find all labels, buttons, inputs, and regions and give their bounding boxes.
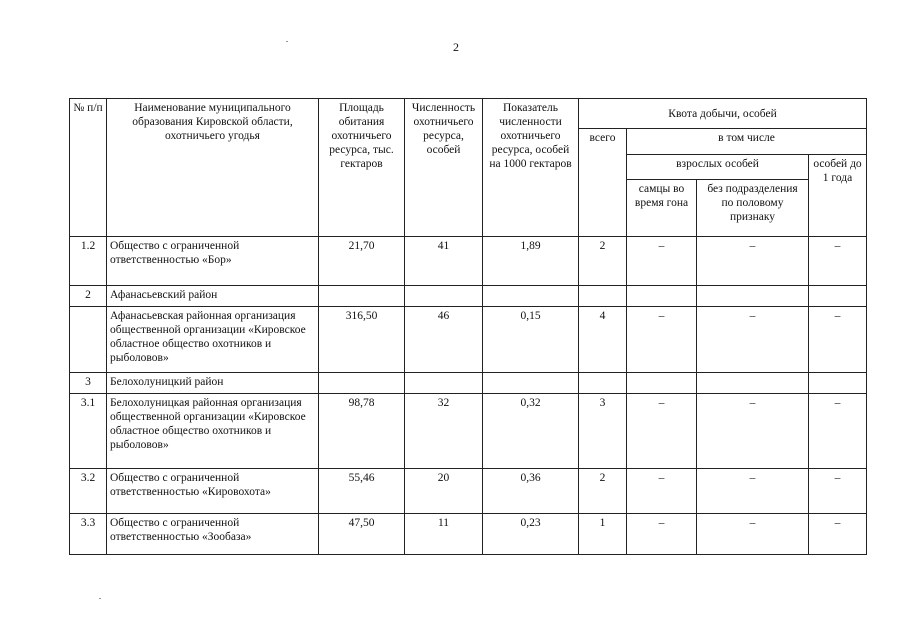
- row-males: –: [627, 307, 697, 373]
- row-males: –: [627, 514, 697, 555]
- row-nosex: –: [697, 514, 809, 555]
- row-area: 47,50: [319, 514, 405, 555]
- row-area: 55,46: [319, 469, 405, 514]
- header-adults: взрослых особей: [627, 155, 809, 180]
- row-num: 3.2: [70, 469, 107, 514]
- row-num: 3.1: [70, 394, 107, 469]
- row-area: 98,78: [319, 394, 405, 469]
- row-name: Афанасьевский район: [107, 286, 319, 307]
- header-name: Наименование муниципального образования Кировской области, охотничьего угодья: [107, 99, 319, 237]
- row-nosex: –: [697, 237, 809, 286]
- row-density: 0,36: [483, 469, 579, 514]
- row-young: –: [809, 237, 867, 286]
- row-density: 0,23: [483, 514, 579, 555]
- row-population: 46: [405, 307, 483, 373]
- row-density: 0,32: [483, 394, 579, 469]
- row-name: Общество с ограниченной ответственностью «Бор»: [107, 237, 319, 286]
- header-density: Показатель численности охотничьего ресурса, особей на 1000 гектаров: [483, 99, 579, 237]
- table-row: [70, 514, 867, 555]
- table-row: [70, 373, 867, 394]
- table-row: [70, 286, 867, 307]
- row-num: 2: [70, 286, 107, 307]
- row-name: Белохолуницкая районная организация общественной организации «Кировское областное общество охотников и рыболовов»: [107, 394, 319, 469]
- row-nosex: –: [697, 307, 809, 373]
- row-males: –: [627, 469, 697, 514]
- row-total: 2: [579, 469, 627, 514]
- header-area: Площадь обитания охотничьего ресурса, тыс. гектаров: [319, 99, 405, 237]
- row-name: Афанасьевская районная организация общественной организации «Кировское областное общество охотников и рыболовов»: [107, 307, 319, 373]
- row-density: 1,89: [483, 237, 579, 286]
- row-name: Общество с ограниченной ответственностью «Кировохота»: [107, 469, 319, 514]
- header-no-sex-division: без подразделения по половому признаку: [697, 180, 809, 237]
- row-young: –: [809, 307, 867, 373]
- row-name: Общество с ограниченной ответственностью «Зообаза»: [107, 514, 319, 555]
- table-row: [70, 469, 867, 514]
- table-row: [70, 307, 867, 373]
- row-nosex: –: [697, 469, 809, 514]
- header-population: Численность охотничьего ресурса, особей: [405, 99, 483, 237]
- header-including: в том числе: [627, 129, 867, 155]
- header-under-one: особей до 1 года: [809, 155, 867, 237]
- row-name: Белохолуницкий район: [107, 373, 319, 394]
- row-total: 3: [579, 394, 627, 469]
- row-total: 2: [579, 237, 627, 286]
- table-row: [70, 237, 867, 286]
- row-area: 316,50: [319, 307, 405, 373]
- quota-table: [69, 98, 867, 555]
- row-males: –: [627, 237, 697, 286]
- header-row-1: [70, 99, 867, 129]
- row-num: 3.3: [70, 514, 107, 555]
- row-young: –: [809, 469, 867, 514]
- row-young: –: [809, 514, 867, 555]
- row-nosex: –: [697, 394, 809, 469]
- row-density: 0,15: [483, 307, 579, 373]
- row-males: –: [627, 394, 697, 469]
- header-total: всего: [579, 129, 627, 237]
- header-males-rut: самцы во время гона: [627, 180, 697, 237]
- row-population: 32: [405, 394, 483, 469]
- row-num: 3: [70, 373, 107, 394]
- header-num: № п/п: [70, 99, 107, 237]
- scan-speck: [99, 598, 101, 599]
- row-population: 11: [405, 514, 483, 555]
- row-population: 41: [405, 237, 483, 286]
- row-total: 1: [579, 514, 627, 555]
- table-row: [70, 394, 867, 469]
- row-total: 4: [579, 307, 627, 373]
- header-quota: Квота добычи, особей: [579, 99, 867, 129]
- page-number: 2: [453, 40, 459, 54]
- row-num: [70, 307, 107, 373]
- scan-speck: [286, 41, 288, 42]
- row-area: 21,70: [319, 237, 405, 286]
- row-num: 1.2: [70, 237, 107, 286]
- row-young: –: [809, 394, 867, 469]
- row-population: 20: [405, 469, 483, 514]
